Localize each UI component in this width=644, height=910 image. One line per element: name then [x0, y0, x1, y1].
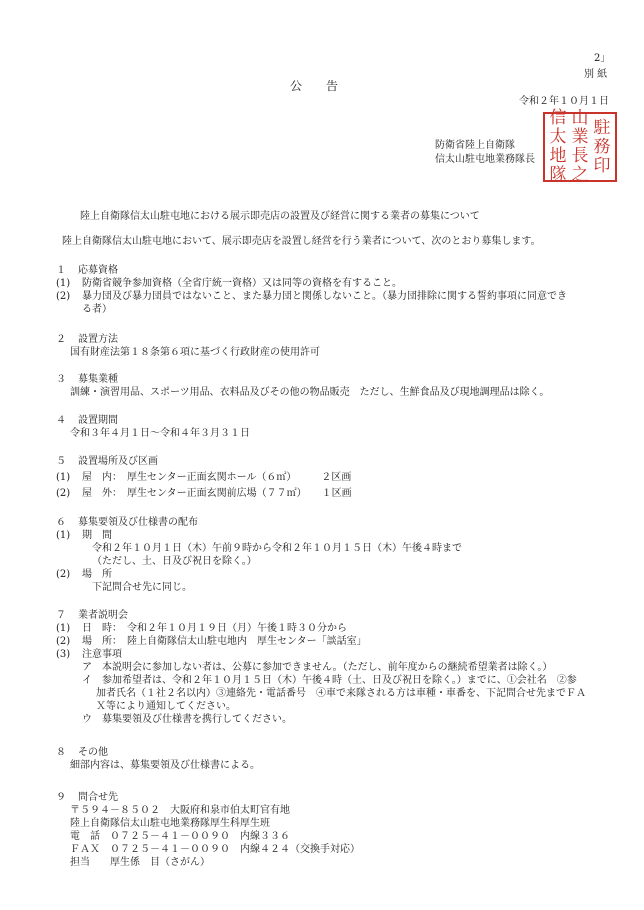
seal-column-2: 山業長之: [571, 108, 589, 185]
item-detail: 下記問合せ先に同じ。: [92, 582, 192, 593]
notice-intro: 陸上自衛隊信太山駐屯地において、展示即売店を設置し経営を行う業者について、次のとおり募集します。: [62, 236, 541, 247]
section-distribution: [56, 516, 631, 594]
attachment-label: 別 紙: [584, 69, 608, 80]
item-number: (3): [56, 649, 71, 660]
item-text: 屋 外： 厚生センター正面玄関前広場（７７㎡） １区画: [82, 488, 352, 499]
item-text-continued: る者）: [82, 304, 112, 315]
note-b: イ 参加希望者は、令和２年１０月１５日（木）午後４時（土、日及び祝日を除く。）までに、①会社名 ②参: [82, 675, 577, 686]
item-text: 場 所： 陸上自衛隊信太山駐屯地内 厚生センター「談話室」: [82, 636, 367, 647]
section-business-types: [56, 373, 631, 399]
note-c: ウ 募集要領及び仕様書を携行してください。: [82, 714, 292, 725]
issuer-title: 信太山駐屯地業務隊長: [435, 154, 535, 165]
item-text: 注意事項: [82, 649, 122, 660]
section-heading: 業者説明会: [78, 610, 128, 621]
contact-staff: 担当 厚生係 目（さがん）: [70, 857, 210, 868]
section-number: １: [56, 265, 66, 276]
section-text: 令和３年４月１日～令和４年３月３１日: [70, 428, 250, 439]
item-text: 防衛省競争参加資格（全省庁統一資格）又は同等の資格を有すること。: [82, 278, 402, 289]
seal-column-3: 信太地隊: [549, 108, 567, 185]
page-reference: 2」: [594, 53, 611, 64]
contact-phone: 電 話 ０７２５－４１－００９０ 内線３３６: [70, 831, 290, 842]
section-heading: 設置方法: [78, 334, 118, 345]
section-other: [56, 746, 631, 772]
section-text: 訓練・演習用品、スポーツ用品、衣料品及びその他の物品販売 ただし、生鮮食品及び現地調理品は除く。: [70, 387, 550, 398]
seal-column-1: 駐務印: [593, 117, 611, 176]
section-heading: その他: [78, 747, 108, 758]
section-number: ８: [56, 747, 66, 758]
item-number: (2): [56, 488, 71, 499]
section-text: 国有財産法第１８条第６項に基づく行政財産の使用許可: [70, 347, 320, 358]
item-number: (2): [56, 291, 71, 302]
item-number: (1): [56, 623, 71, 634]
notice-date: 令和２年１０月１日: [519, 96, 609, 107]
item-text: 日 時： 令和２年１０月１９日（月）午後１時３０分から: [82, 623, 347, 634]
section-heading: 設置期間: [78, 415, 118, 426]
item-number: (2): [56, 636, 71, 647]
section-number: ２: [56, 334, 66, 345]
page-title: 公 告: [290, 79, 339, 93]
item-text: 期 間: [82, 530, 112, 541]
note-a: ア 本説明会に参加しない者は、公募に参加できません。（ただし、前年度からの継続希望業者は除く。）: [82, 662, 553, 673]
item-text: 暴力団及び暴力団員ではないこと、また暴力団と関係しないこと。（暴力団排除に関する誓約事項に同意でき: [82, 291, 567, 302]
section-qualifications: [56, 264, 631, 316]
item-number: (1): [56, 278, 71, 289]
contact-department: 陸上自衛隊信太山駐屯地業務隊厚生科厚生班: [70, 818, 270, 829]
issuer-organization: 防衛省陸上自衛隊: [435, 140, 515, 151]
section-heading: 募集要領及び仕様書の配布: [78, 517, 198, 528]
section-number: ７: [56, 610, 66, 621]
section-location: [56, 455, 631, 500]
notice-subject: 陸上自衛隊信太山駐屯地における展示即売店の設置及び経営に関する業者の募集について: [80, 211, 480, 222]
contact-fax: ＦＡＸ ０７２５－４１－００９０ 内線４２４（交換手対応）: [70, 844, 360, 855]
section-heading: 設置場所及び区画: [78, 456, 158, 467]
section-number: ６: [56, 517, 66, 528]
contact-address: 〒５９４－８５０２ 大阪府和泉市伯太町官有地: [70, 805, 290, 816]
note-b-continued: 加者氏名（１社２名以内）③連絡先・電話番号 ④車で来隊される方は車種・車番を、下記問合せ先までＦＡ: [96, 688, 586, 699]
section-number: ４: [56, 415, 66, 426]
item-detail: （ただし、土、日及び祝日を除く。）: [92, 556, 257, 567]
section-contact: [56, 791, 631, 869]
section-number: ５: [56, 456, 66, 467]
section-number: ９: [56, 792, 66, 803]
section-text: 細部内容は、募集要領及び仕様書による。: [70, 760, 260, 771]
item-detail: 令和２年１０月１日（木）午前９時から令和２年１０月１５日（木）午後４時まで: [92, 543, 462, 554]
section-heading: 問合せ先: [78, 792, 118, 803]
item-number: (1): [56, 472, 71, 483]
note-b-continued: Ｘ等により通知してください。: [96, 701, 236, 712]
item-number: (1): [56, 530, 71, 541]
section-heading: 応募資格: [78, 265, 118, 276]
section-number: ３: [56, 374, 66, 385]
section-installation-period: [56, 414, 631, 440]
item-text: 屋 内： 厚生センター正面玄関ホール（６㎡） ２区画: [82, 472, 352, 483]
item-text: 場 所: [82, 569, 112, 580]
item-number: (2): [56, 569, 71, 580]
official-seal: [543, 108, 617, 185]
section-installation-method: [56, 333, 631, 359]
section-heading: 募集業種: [78, 374, 118, 385]
section-briefing: [56, 609, 631, 726]
